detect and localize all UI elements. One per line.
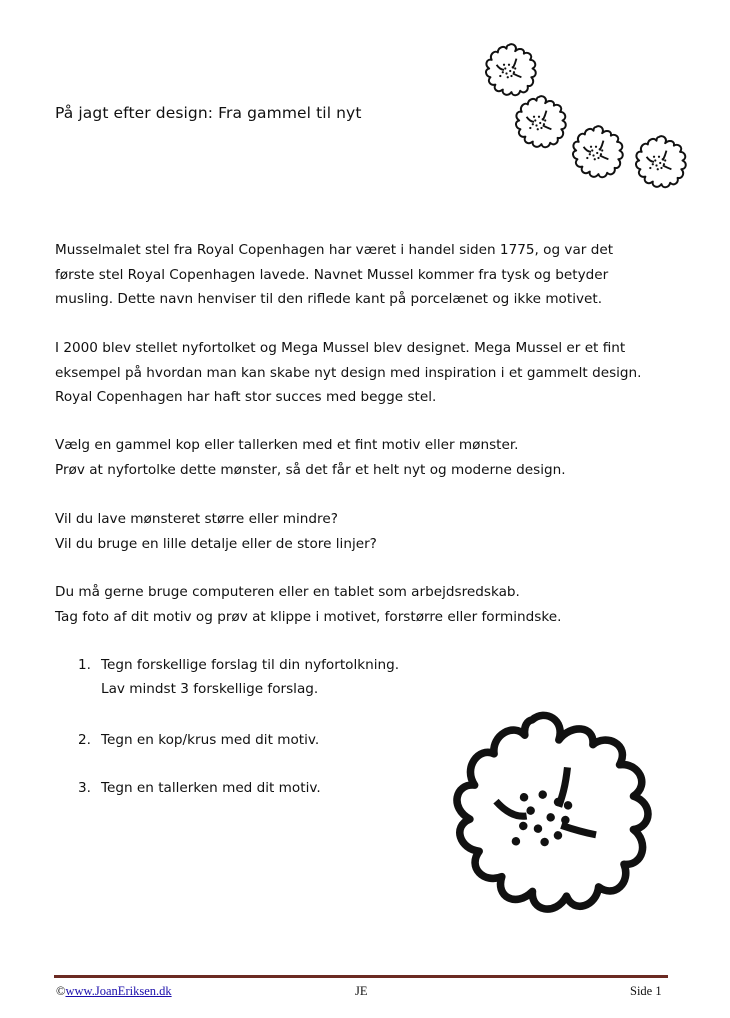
tools-paragraph: [55, 580, 561, 629]
task-text: Tegn en kop/krus med dit motiv.: [101, 732, 320, 748]
task-item: [78, 653, 399, 678]
footer-rule: [54, 975, 668, 978]
task-item: [78, 728, 319, 753]
flower-icon: [508, 92, 570, 154]
website-link[interactable]: www.JoanEriksen.dk: [65, 984, 172, 998]
task-number: 3.: [78, 780, 91, 796]
task-number: 2.: [78, 732, 91, 748]
question-paragraph: [55, 507, 377, 556]
text-line: Musselmalet stel fra Royal Copenhagen har været i handel siden 1775, og var det: [55, 242, 614, 258]
footer-copyright: [56, 984, 172, 999]
copyright-symbol: ©: [56, 984, 66, 998]
intro-paragraph: [55, 238, 613, 312]
text-line: Tag foto af dit motiv og prøv at klippe i motivet, forstørre eller formindske.: [55, 608, 562, 625]
text-line: Vil du lave mønsteret større eller mindre?: [55, 511, 338, 527]
task-text: Lav mindst 3 forskellige forslag.: [101, 681, 319, 697]
text-line: Vælg en gammel kop eller tallerken med et fint motiv eller mønster.: [55, 437, 519, 453]
instruction-paragraph: [55, 433, 566, 482]
text-line: Royal Copenhagen har haft stor succes med begge stel.: [55, 389, 437, 405]
text-line: Prøv at nyfortolke dette mønster, så det får et helt nyt og moderne design.: [55, 461, 566, 478]
task-text: Tegn en tallerken med dit motiv.: [101, 780, 321, 796]
mega-mussel-paragraph: [55, 336, 642, 410]
task-text: Tegn forskellige forslag til din nyfortolkning.: [101, 657, 400, 673]
task-item: [78, 776, 321, 801]
flower-icon: [628, 132, 690, 194]
flower-icon: [565, 122, 627, 184]
text-line: Vil du bruge en lille detalje eller de store linjer?: [55, 535, 377, 552]
flower-icon: [428, 700, 664, 936]
page-number: Side 1: [630, 984, 662, 998]
text-line: første stel Royal Copenhagen lavede. Navnet Mussel kommer fra tysk og betyder: [55, 266, 609, 283]
page-title: På jagt efter design: Fra gammel til nyt: [55, 104, 362, 122]
footer-initials: JE: [355, 984, 368, 998]
task-continuation: [101, 677, 318, 702]
text-line: I 2000 blev stellet nyfortolket og Mega Mussel blev designet. Mega Mussel er et fint: [55, 340, 626, 356]
text-line: musling. Dette navn henviser til den riflede kant på porcelænet og ikke motivet.: [55, 291, 603, 307]
text-line: eksempel på hvordan man kan skabe nyt design med inspiration i et gammelt design.: [55, 364, 642, 381]
task-number: 1.: [78, 657, 91, 673]
text-line: Du må gerne bruge computeren eller en tablet som arbejdsredskab.: [55, 584, 520, 600]
